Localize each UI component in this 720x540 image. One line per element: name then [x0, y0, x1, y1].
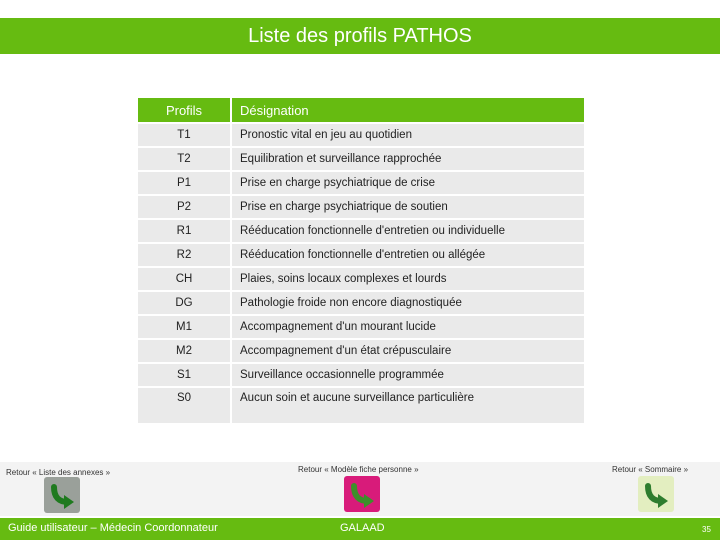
profiles-table	[138, 96, 584, 425]
profile-code: P2	[138, 196, 232, 218]
profile-code: M2	[138, 340, 232, 362]
table-row	[138, 388, 584, 423]
profile-designation: Accompagnement d'un mourant lucide	[232, 316, 584, 338]
profile-designation: Prise en charge psychiatrique de crise	[232, 172, 584, 194]
profile-code: S1	[138, 364, 232, 386]
profile-designation: Surveillance occasionnelle programmée	[232, 364, 584, 386]
table-row	[138, 220, 584, 242]
guide-title: Guide utilisateur – Médecin Coordonnateur	[8, 522, 218, 534]
profile-code: P1	[138, 172, 232, 194]
return-arrow-icon[interactable]	[638, 476, 674, 512]
profile-code: T1	[138, 124, 232, 146]
page-number: 35	[702, 525, 711, 534]
profile-designation: Prise en charge psychiatrique de soutien	[232, 196, 584, 218]
profile-code: DG	[138, 292, 232, 314]
table-row	[138, 124, 584, 146]
profile-code: R2	[138, 244, 232, 266]
back-to-annexes-link[interactable]: Retour « Liste des annexes »	[6, 468, 111, 477]
profile-designation: Rééducation fonctionnelle d'entretien ou individuelle	[232, 220, 584, 242]
profile-code: S0	[138, 388, 232, 423]
table-row	[138, 268, 584, 290]
profile-code: CH	[138, 268, 232, 290]
return-arrow-icon[interactable]	[44, 477, 80, 513]
table-row	[138, 340, 584, 362]
footer-bar	[0, 518, 720, 540]
table-row	[138, 244, 584, 266]
app-name: GALAAD	[340, 522, 385, 534]
profile-code: R1	[138, 220, 232, 242]
column-header-profils: Profils	[138, 98, 232, 122]
profile-designation: Equilibration et surveillance rapprochée	[232, 148, 584, 170]
profile-designation: Plaies, soins locaux complexes et lourds	[232, 268, 584, 290]
return-arrow-icon[interactable]	[344, 476, 380, 512]
page-title: Liste des profils PATHOS	[0, 18, 720, 54]
table-row	[138, 292, 584, 314]
profile-code: T2	[138, 148, 232, 170]
back-to-model-link[interactable]: Retour « Modèle fiche personne »	[298, 465, 419, 474]
profile-code: M1	[138, 316, 232, 338]
table-row	[138, 148, 584, 170]
profile-designation: Pathologie froide non encore diagnostiquée	[232, 292, 584, 314]
table-row	[138, 172, 584, 194]
profile-designation: Aucun soin et aucune surveillance particulière	[232, 388, 584, 423]
table-header-row	[138, 98, 584, 122]
table-row	[138, 316, 584, 338]
profile-designation: Rééducation fonctionnelle d'entretien ou allégée	[232, 244, 584, 266]
profile-designation: Accompagnement d'un état crépusculaire	[232, 340, 584, 362]
table-row	[138, 364, 584, 386]
table-row	[138, 196, 584, 218]
profile-designation: Pronostic vital en jeu au quotidien	[232, 124, 584, 146]
back-to-summary-link[interactable]: Retour « Sommaire »	[612, 465, 689, 474]
column-header-designation: Désignation	[232, 98, 584, 122]
